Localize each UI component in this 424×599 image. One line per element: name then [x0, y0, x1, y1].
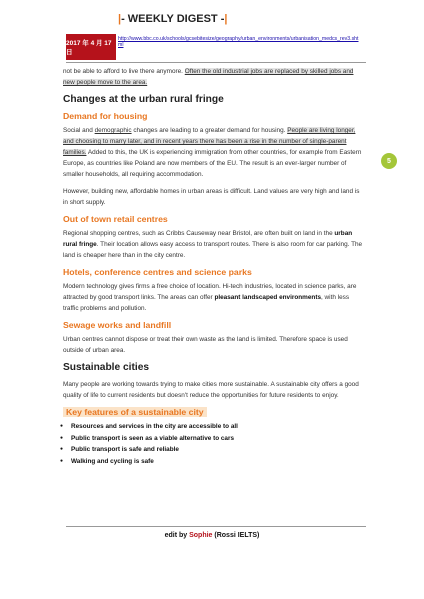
list-item: ● Resources and services in the city are accessible to all [63, 421, 366, 433]
paragraph-sustainable: Many people are working towards trying to make cities more sustainable. A sustainable city offers a good quality of life to current residents but doesn't reduce the opportunities for future residents to enjoy. [63, 381, 359, 399]
retail-text-b: . Their location allows easy access to transport routes. There is also room for car parking. The land is cheaper here than in the city centre. [63, 241, 363, 259]
digest-header [66, 10, 366, 60]
key-features-list [63, 421, 366, 467]
title-bracket-close: | [224, 13, 228, 25]
date-badge: 2017 年 4 月 17 日 [66, 34, 116, 60]
paragraph-demand-2: However, building new, affordable homes in urban areas is difficult. Land values are very high and land is in short supply. [63, 188, 360, 206]
list-item: ● Walking and cycling is safe [63, 456, 366, 468]
heading-key-features [63, 407, 366, 417]
footer-credit [0, 532, 424, 539]
retail-bold: urban rural fringe [63, 230, 353, 248]
digest-title [118, 13, 227, 25]
title-text: - WEEKLY DIGEST - [121, 13, 225, 25]
demographic-link: demographic [94, 127, 132, 134]
hotels-bold: pleasant landscaped environments [214, 294, 321, 301]
footer-prefix: edit by [164, 532, 190, 539]
demand-text-a: Social and [63, 127, 95, 134]
intro-highlight: Often the old industrial jobs are replaced by skilled jobs and new people move to the area. [63, 68, 354, 86]
paragraph-retail [63, 228, 366, 261]
footer-author: Sophie [189, 532, 213, 539]
intro-paragraph [63, 66, 366, 88]
section-heading-sustainable: Sustainable cities [63, 362, 150, 373]
paragraph-sewage: Urban centres cannot dispose or treat their own waste as the land is limited. Therefore space is used outside of urban area. [63, 336, 348, 354]
heading-demand-housing: Demand for housing [63, 111, 148, 121]
footer-divider [66, 526, 366, 527]
key-features-title: Key features of a sustainable city [63, 407, 207, 417]
retail-text-a: Regional shopping centres, such as Cribbs Causeway near Bristol, are often built on land in the [63, 230, 335, 237]
source-link[interactable]: http://www.bbc.co.uk/schools/gcsebitesize/geography/urban_environments/urbanisation_medcs_rev3.shtml [118, 36, 359, 49]
heading-hotels: Hotels, conference centres and science parks [63, 267, 252, 277]
article-body [63, 66, 366, 467]
paragraph-hotels [63, 281, 366, 314]
paragraph-demand-1 [63, 125, 366, 180]
page-number-badge: 5 [381, 153, 397, 169]
header-divider [66, 62, 366, 63]
intro-text: not be able to afford to live there anymore. [63, 68, 185, 75]
section-heading-fringe: Changes at the urban rural fringe [63, 94, 224, 105]
footer-suffix: (Rossi IELTS) [212, 532, 260, 539]
title-bracket-open: | [118, 13, 122, 25]
hotels-text-b: , with less traffic problems and pollution. [63, 294, 350, 312]
list-item: ● Public transport is seen as a viable alternative to cars [63, 433, 366, 445]
list-item: ● Public transport is safe and reliable [63, 444, 366, 456]
heading-retail-centres: Out of town retail centres [63, 214, 168, 224]
demand-text-c: changes are leading to a greater demand for housing. [131, 127, 288, 134]
hotels-text-a: Modern technology gives firms a free choice of location. Hi-tech industries, located in science parks, are attracted by good transport links. The areas can offer [63, 283, 357, 301]
demand-text-e: Added to this, the UK is experiencing immigration from other countries, for example from Eastern Europe, as countries like Poland are now members of the EU. The result is an ever-larger number of smaller households, all requiring accommodation. [63, 149, 362, 178]
heading-sewage: Sewage works and landfill [63, 320, 172, 330]
demand-highlight: People are living longer, and choosing to marry later, and in recent years there has been a rise in the number of single-parent families. [63, 127, 356, 156]
